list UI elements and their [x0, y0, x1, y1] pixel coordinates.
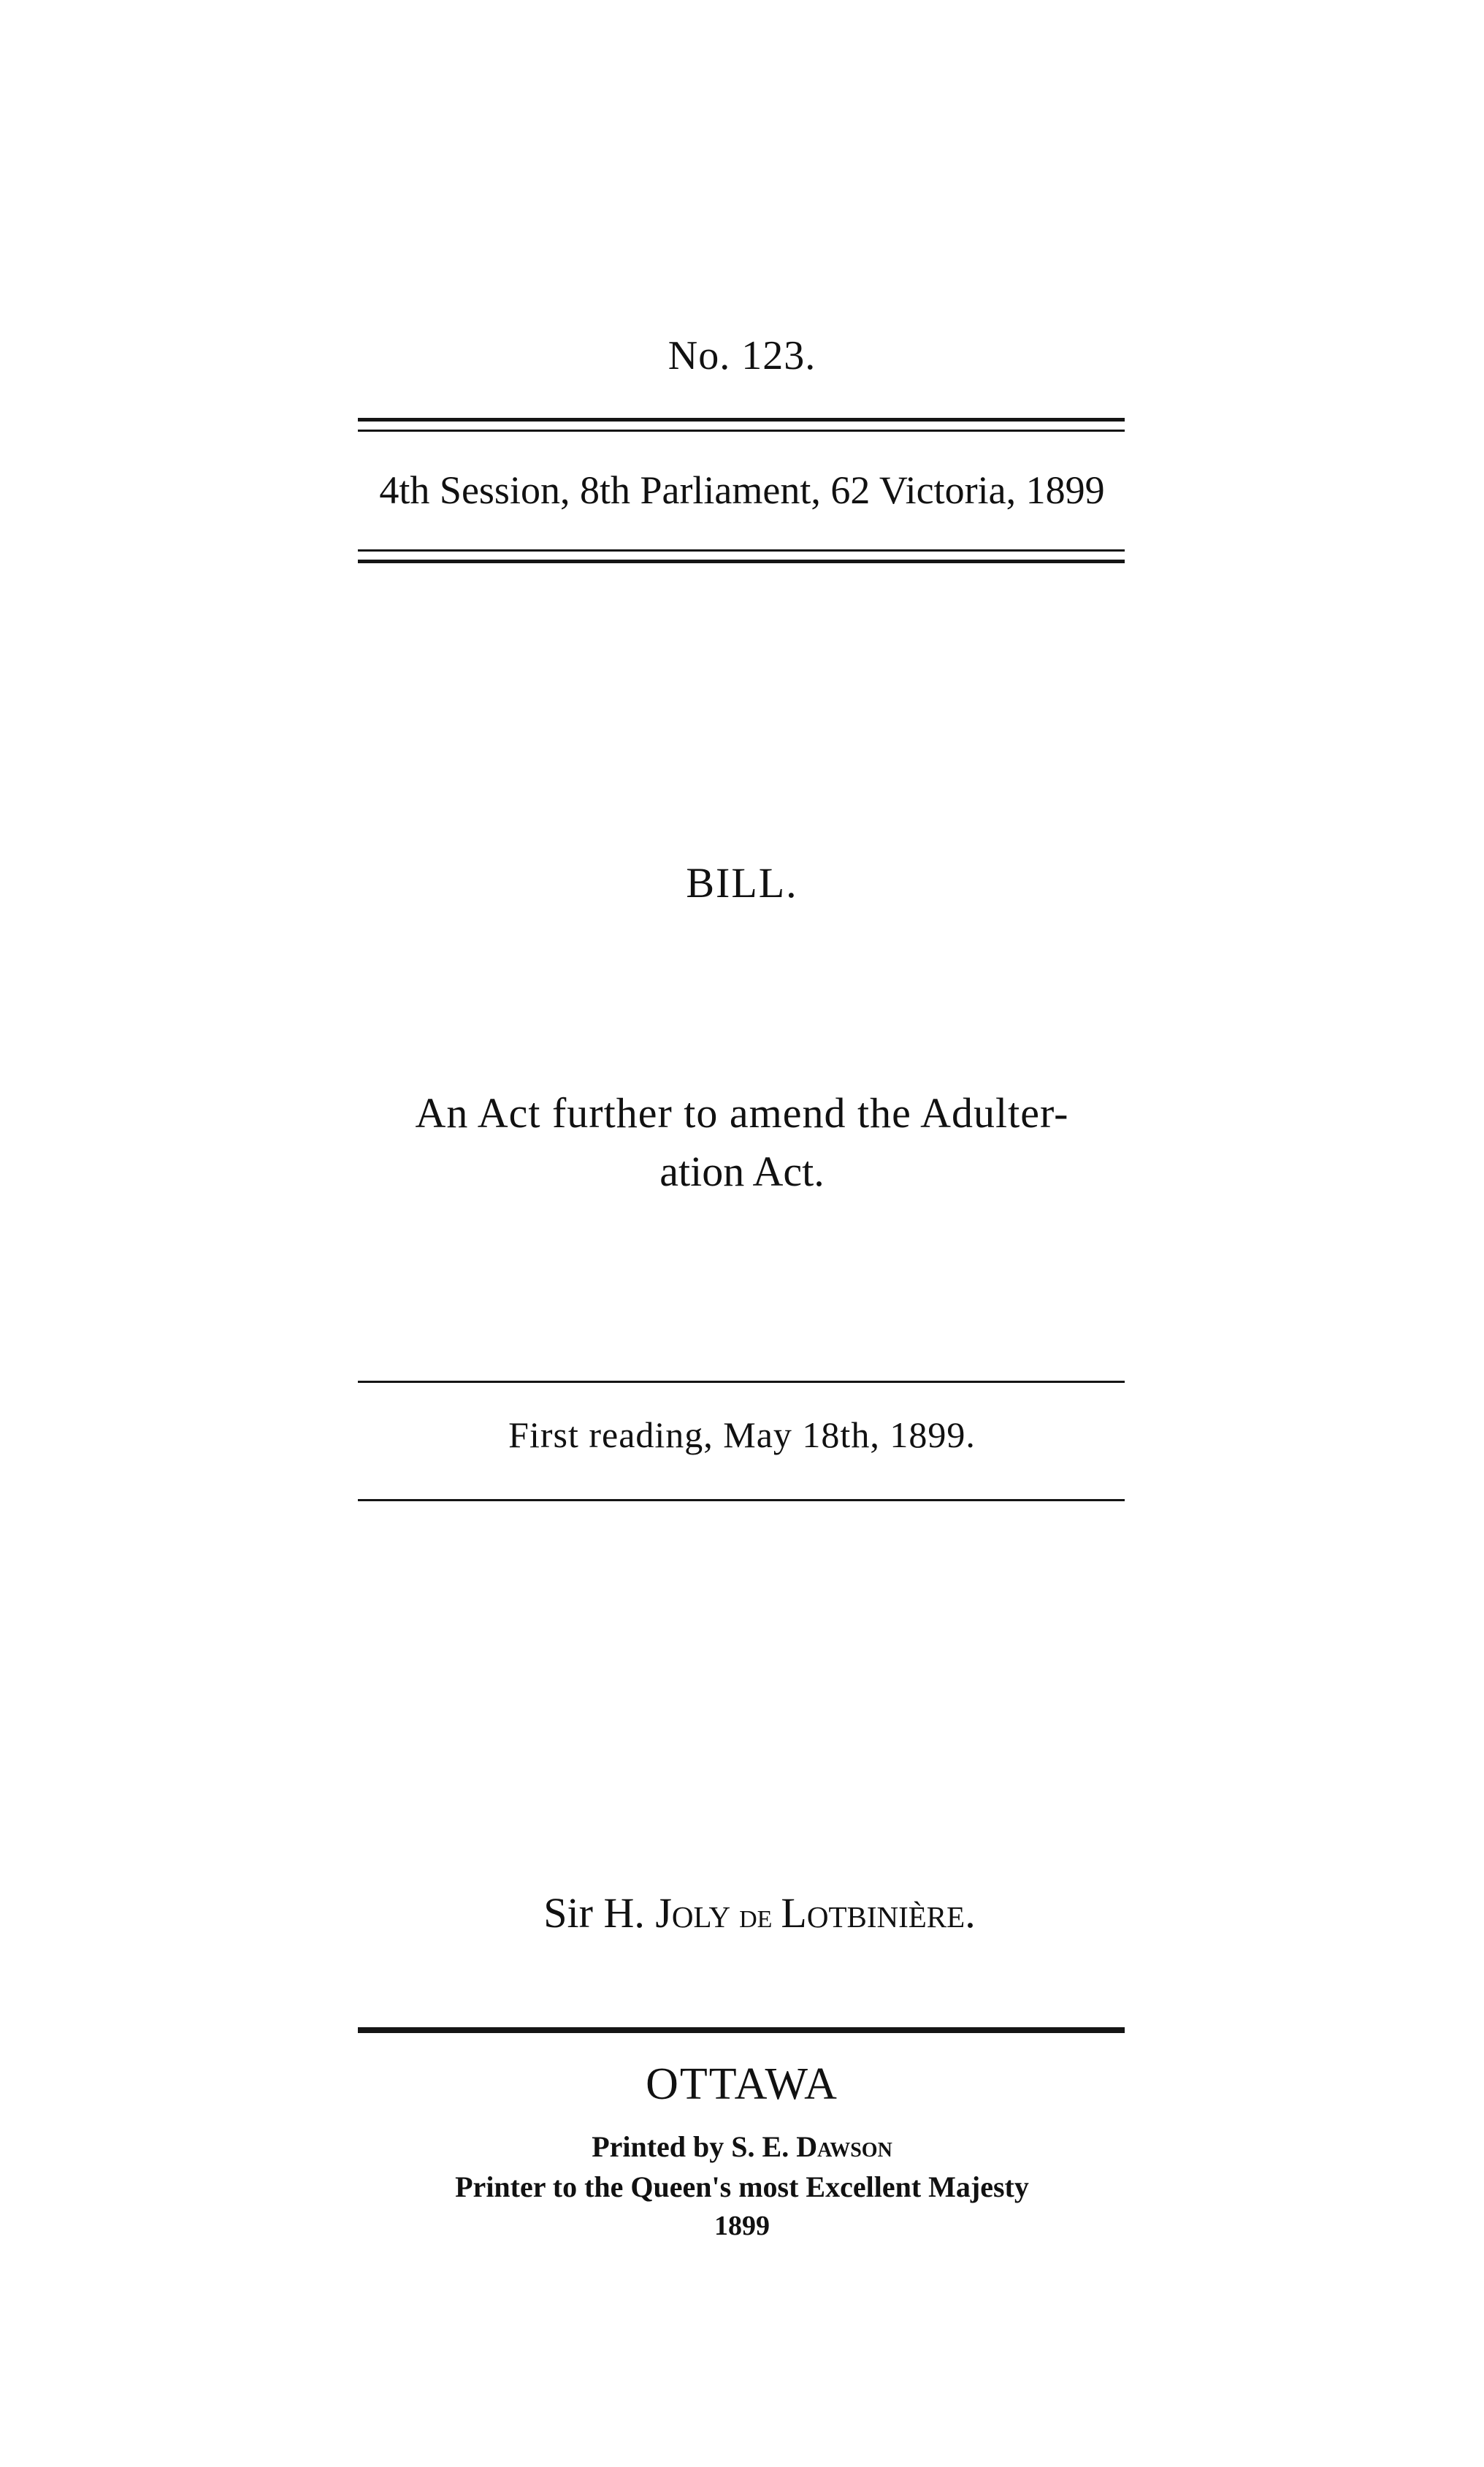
double-rule-top-2 [358, 430, 1125, 432]
rule-above-reading [358, 1381, 1125, 1383]
printer-name: Dawson [796, 2130, 892, 2163]
imprint-year: 1899 [714, 2211, 770, 2241]
double-rule-bottom-2 [358, 560, 1125, 563]
printed-by-label: Printed by S. E. [592, 2130, 797, 2163]
sponsor-prefix: Sir H. [543, 1889, 656, 1937]
sponsor-name-part-1: Joly [655, 1889, 731, 1937]
sponsor [0, 1888, 1484, 1937]
imprint-printed-by [0, 2129, 1484, 2164]
first-reading-line: First reading, May 18th, 1899. [508, 1414, 976, 1455]
rule-above-imprint [358, 2027, 1125, 2033]
bill-number: No. 123. [668, 333, 816, 378]
double-rule-top-1 [358, 418, 1125, 422]
session-line: 4th Session, 8th Parliament, 62 Victoria, 1899 [379, 468, 1105, 512]
imprint-printer-title: Printer to the Queen's most Excellent Majesty [455, 2170, 1029, 2203]
sponsor-connector: de [730, 1896, 781, 1935]
sponsor-name-part-2: Lotbinière. [781, 1889, 976, 1937]
rule-below-reading [358, 1499, 1125, 1501]
double-rule-bottom-1 [358, 549, 1125, 552]
bill-title-line-2: ation Act. [659, 1148, 825, 1195]
bill-title-line-1: An Act further to amend the Adulter- [415, 1089, 1069, 1137]
document-type: BILL. [686, 859, 798, 907]
imprint-city: OTTAWA [646, 2059, 838, 2109]
